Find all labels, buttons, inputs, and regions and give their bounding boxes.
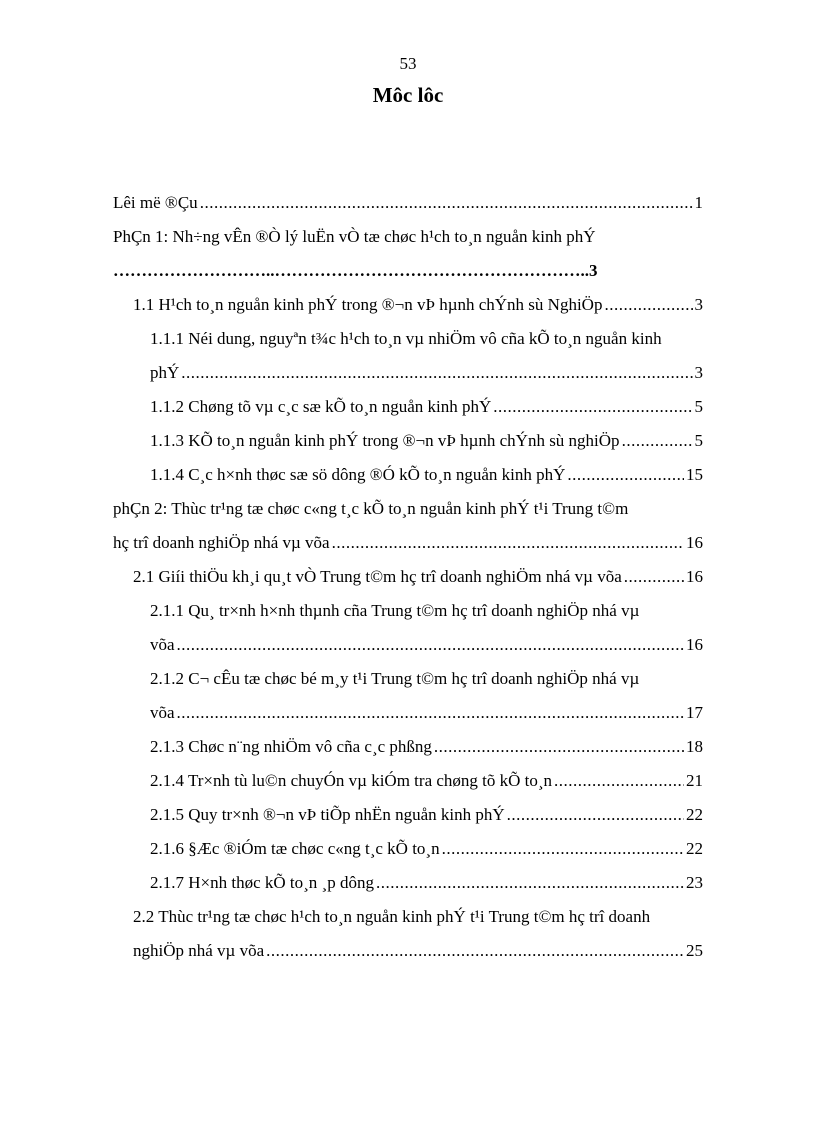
toc-entry bbox=[113, 492, 703, 560]
toc-entry-text: 1.1.1 Néi dung, nguyªn t¾c h¹ch to¸n vµ nhiÖm vô cña kÕ to¸n nguån kinh bbox=[150, 329, 662, 348]
dot-leader bbox=[177, 628, 684, 662]
dot-leader bbox=[567, 458, 684, 492]
toc-entry-text: 2.1.7 H×nh thøc kÕ to¸n ¸p dông bbox=[150, 873, 374, 892]
page-number: 53 bbox=[399, 54, 417, 73]
toc-page-number: 16 bbox=[686, 635, 703, 654]
toc-page-number: 16 bbox=[686, 567, 703, 586]
dot-leader bbox=[332, 526, 684, 560]
dot-leader bbox=[200, 186, 693, 220]
toc-page-number: 18 bbox=[686, 737, 703, 756]
toc-page-number: 5 bbox=[694, 397, 703, 416]
toc-entry-text: Lêi më ®Çu bbox=[113, 193, 198, 212]
toc-entry bbox=[113, 458, 703, 492]
toc-page-number: 1 bbox=[694, 193, 703, 212]
dot-leader bbox=[177, 696, 684, 730]
toc-page-number: 22 bbox=[686, 805, 703, 824]
toc-page-number: 21 bbox=[686, 771, 703, 790]
toc-page-number: 3 bbox=[589, 261, 598, 280]
dot-leader bbox=[622, 424, 693, 458]
toc-entry bbox=[113, 730, 703, 764]
toc-entry-text-cont: võa bbox=[150, 635, 175, 654]
toc-entry bbox=[113, 798, 703, 832]
toc-entry-text: 2.1.6 §Æc ®iÓm tæ chøc c«ng t¸c kÕ to¸n bbox=[150, 839, 440, 858]
dot-leader bbox=[434, 730, 684, 764]
toc-entry bbox=[113, 900, 703, 968]
toc-page-number: 17 bbox=[686, 703, 703, 722]
toc-page-number: 3 bbox=[694, 295, 703, 314]
toc-page-number: 5 bbox=[694, 431, 703, 450]
toc-entry-text: 2.1.4 Tr×nh tù lu©n chuyÓn vµ kiÓm tra chøng tõ kÕ to¸n bbox=[150, 771, 553, 790]
toc-entry-leader-text: ………………………..……………………………………………….. bbox=[113, 261, 589, 280]
dot-leader bbox=[554, 764, 684, 798]
toc-entry-text-cont: nghiÖp nhá vµ võa bbox=[133, 941, 265, 960]
toc-entry-text-cont: hç trî doanh nghiÖp nhá vµ võa bbox=[113, 533, 330, 552]
toc-entry bbox=[113, 322, 703, 390]
toc-page-number: 16 bbox=[686, 533, 703, 552]
toc-entry-text: 2.1.1 Qu¸ tr×nh h×nh thµnh cña Trung t©m hç trî doanh nghiÖp nhá vµ bbox=[150, 601, 640, 620]
dot-leader bbox=[376, 866, 684, 900]
dot-leader bbox=[442, 832, 684, 866]
toc-entry-text: 2.1.3 Chøc n¨ng nhiÖm vô cña c¸c phßng bbox=[150, 737, 432, 756]
toc-entry-text: 1.1.3 KÕ to¸n nguån kinh phÝ trong ®¬n vÞ hµnh chÝnh sù nghiÖp bbox=[150, 431, 620, 450]
toc-entry-text: 1.1.2 Chøng tõ vµ c¸c sæ kÕ to¸n nguån kinh phÝ bbox=[150, 397, 492, 416]
toc-entry bbox=[113, 424, 703, 458]
dot-leader bbox=[266, 934, 684, 968]
toc-page-number: 15 bbox=[686, 465, 703, 484]
toc-entry bbox=[113, 866, 703, 900]
toc-entry bbox=[113, 832, 703, 866]
dot-leader bbox=[507, 798, 684, 832]
toc-page-number: 22 bbox=[686, 839, 703, 858]
toc-entry bbox=[113, 560, 703, 594]
toc-entry-text: 2.2 Thùc tr¹ng tæ chøc h¹ch to¸n nguån kinh phÝ t¹i Trung t©m hç trî doanh bbox=[133, 907, 651, 926]
dot-leader bbox=[181, 356, 692, 390]
toc-entry-text-cont: võa bbox=[150, 703, 175, 722]
toc-entry-text: PhÇn 1: Nh÷ng vÊn ®Ò lý luËn vÒ tæ chøc h¹ch to¸n nguån kinh phÝ bbox=[113, 227, 596, 246]
dot-leader bbox=[604, 288, 692, 322]
toc-entry-text: 2.1 Giíi thiÖu kh¸i qu¸t vÒ Trung t©m hç trî doanh nghiÖm nhá vµ võa bbox=[133, 567, 622, 586]
toc-entry bbox=[113, 220, 703, 288]
toc-page-number: 25 bbox=[686, 941, 703, 960]
toc-entry-text: 2.1.5 Quy tr×nh ®¬n vÞ tiÕp nhËn nguån kinh phÝ bbox=[150, 805, 505, 824]
toc-entry-text-cont: phÝ bbox=[150, 363, 180, 382]
toc-entry bbox=[113, 288, 703, 322]
toc-entry bbox=[113, 390, 703, 424]
toc-entry bbox=[113, 186, 703, 220]
toc-entry bbox=[113, 594, 703, 662]
page-title: Môc lôc bbox=[372, 83, 444, 107]
dot-leader bbox=[493, 390, 692, 424]
toc-entry-text: 1.1 H¹ch to¸n nguån kinh phÝ trong ®¬n vÞ hµnh chÝnh sù NghiÖp bbox=[133, 295, 603, 314]
toc-entry-text: 1.1.4 C¸c h×nh thøc sæ sö dông ®Ó kÕ to¸n nguån kinh phÝ bbox=[150, 465, 566, 484]
toc-page-number: 23 bbox=[686, 873, 703, 892]
toc-entry-text: phÇn 2: Thùc tr¹ng tæ chøc c«ng t¸c kÕ to¸n nguån kinh phÝ t¹i Trung t©m bbox=[113, 499, 629, 518]
dot-leader bbox=[624, 560, 684, 594]
toc-page-number: 3 bbox=[694, 363, 703, 382]
toc-entry bbox=[113, 764, 703, 798]
toc-entry bbox=[113, 662, 703, 730]
table-of-contents bbox=[113, 186, 703, 968]
toc-entry-text: 2.1.2 C¬ cÊu tæ chøc bé m¸y t¹i Trung t©m hç trî doanh nghiÖp nhá vµ bbox=[150, 669, 640, 688]
